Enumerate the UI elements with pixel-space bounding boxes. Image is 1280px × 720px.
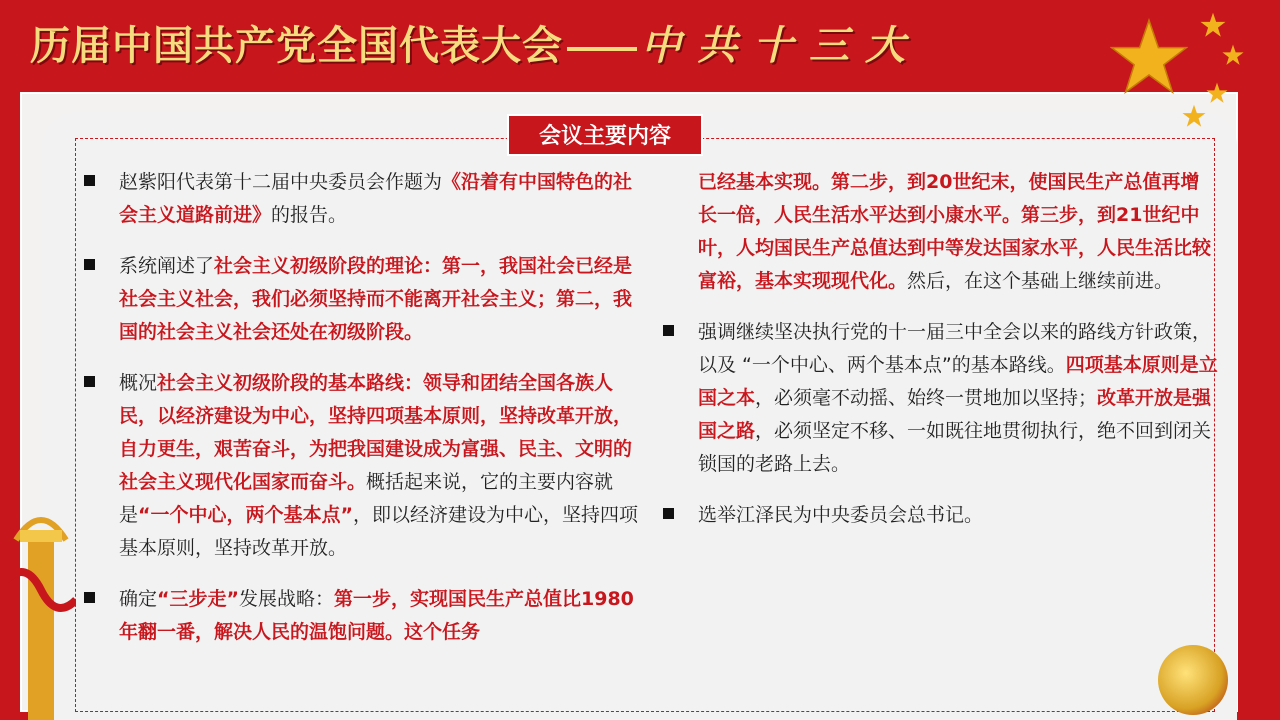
- item-text: 的报告。: [271, 204, 348, 226]
- item-text: 选举江泽民为中央委员会总书记。: [698, 504, 984, 526]
- title-sub: 中共十三大: [641, 22, 921, 69]
- item-text: 然后，在这个基础上继续前进。: [907, 270, 1174, 292]
- item-highlight: 改革开放是强国之路: [698, 387, 1212, 442]
- ornamental-pillar-icon: [6, 500, 76, 720]
- item-highlight: 社会主义初级阶段的理论：第一，我国社会已经是社会主义社会，我们必须坚持而不能离开社会主义；第二，我国的社会主义社会还处在初级阶段。: [119, 255, 633, 343]
- item-text: ，必须坚定不移、一如既往地贯彻执行，绝不回到闭关锁国的老路上去。: [698, 420, 1212, 475]
- square-bullet-icon: [663, 508, 674, 519]
- square-bullet-icon: [663, 325, 674, 336]
- item-highlight: 第一步，实现国民生产总值比1980年翻一番，解决人民的温饱问题。这个任务: [119, 588, 634, 643]
- list-item: [663, 499, 1218, 532]
- list-item: [84, 166, 639, 232]
- item-text: 确定: [119, 588, 158, 610]
- item-text: 发展战略：: [239, 588, 335, 610]
- square-bullet-icon: [84, 376, 95, 387]
- item-text: 概括起来说，它的主要内容就是: [119, 471, 614, 526]
- item-text: 赵紫阳代表第十二届中央委员会作题为: [119, 171, 443, 193]
- gold-star-icon: [1110, 18, 1188, 96]
- item-text: ，必须毫不动摇、始终一贯地加以坚持；: [755, 387, 1098, 409]
- item-highlight: “一个中心，两个基本点”: [138, 504, 353, 526]
- item-text: 概况: [119, 372, 158, 394]
- section-badge: 会议主要内容: [507, 114, 703, 156]
- list-item: [84, 250, 639, 349]
- item-highlight: 《沿着有中国特色的社会主义道路前进》: [119, 171, 633, 226]
- list-item: [663, 316, 1218, 481]
- list-item-continuation: [663, 166, 1218, 298]
- list-item: [84, 583, 639, 649]
- gold-star-icon: [1182, 104, 1206, 128]
- page-title: [30, 14, 921, 71]
- item-highlight: 四项基本原则是立国之本: [698, 354, 1218, 409]
- list-item: [84, 367, 639, 565]
- gold-star-icon: [1222, 44, 1244, 66]
- item-highlight: 社会主义初级阶段的基本路线：领导和团结全国各族人民，以经济建设为中心，坚持四项基本原则，坚持改革开放，自力更生，艰苦奋斗，为把我国建设成为富强、民主、文明的社会主义现代化国家而奋斗。: [119, 372, 633, 493]
- square-bullet-icon: [84, 175, 95, 186]
- item-text: 系统阐述了: [119, 255, 215, 277]
- left-column: [84, 166, 639, 667]
- square-bullet-icon: [84, 592, 95, 603]
- title-main: 历届中国共产党全国代表大会: [30, 22, 563, 69]
- item-highlight: “三步走”: [157, 588, 239, 610]
- title-dash-separator: [567, 47, 637, 51]
- gold-star-icon: [1200, 12, 1226, 38]
- item-text: 强调继续坚决执行党的十一届三中全会以来的路线方针政策，以及 “一个中心、两个基本点”的基本路线。: [698, 321, 1212, 376]
- square-bullet-icon: [84, 259, 95, 270]
- item-highlight: 已经基本实现。第二步，到20世纪末，使国民生产总值再增长一倍，人民生活水平达到小康水平。第三步，到21世纪中叶，人均国民生产总值达到中等发达国家水平，人民生活比较富裕，基本实现现代化。: [698, 171, 1212, 292]
- party-emblem-icon: [1158, 645, 1228, 715]
- item-text: ，即以经济建设为中心，坚持四项基本原则，坚持改革开放。: [119, 504, 639, 559]
- right-column: [663, 166, 1218, 550]
- gold-star-icon: [1206, 82, 1228, 104]
